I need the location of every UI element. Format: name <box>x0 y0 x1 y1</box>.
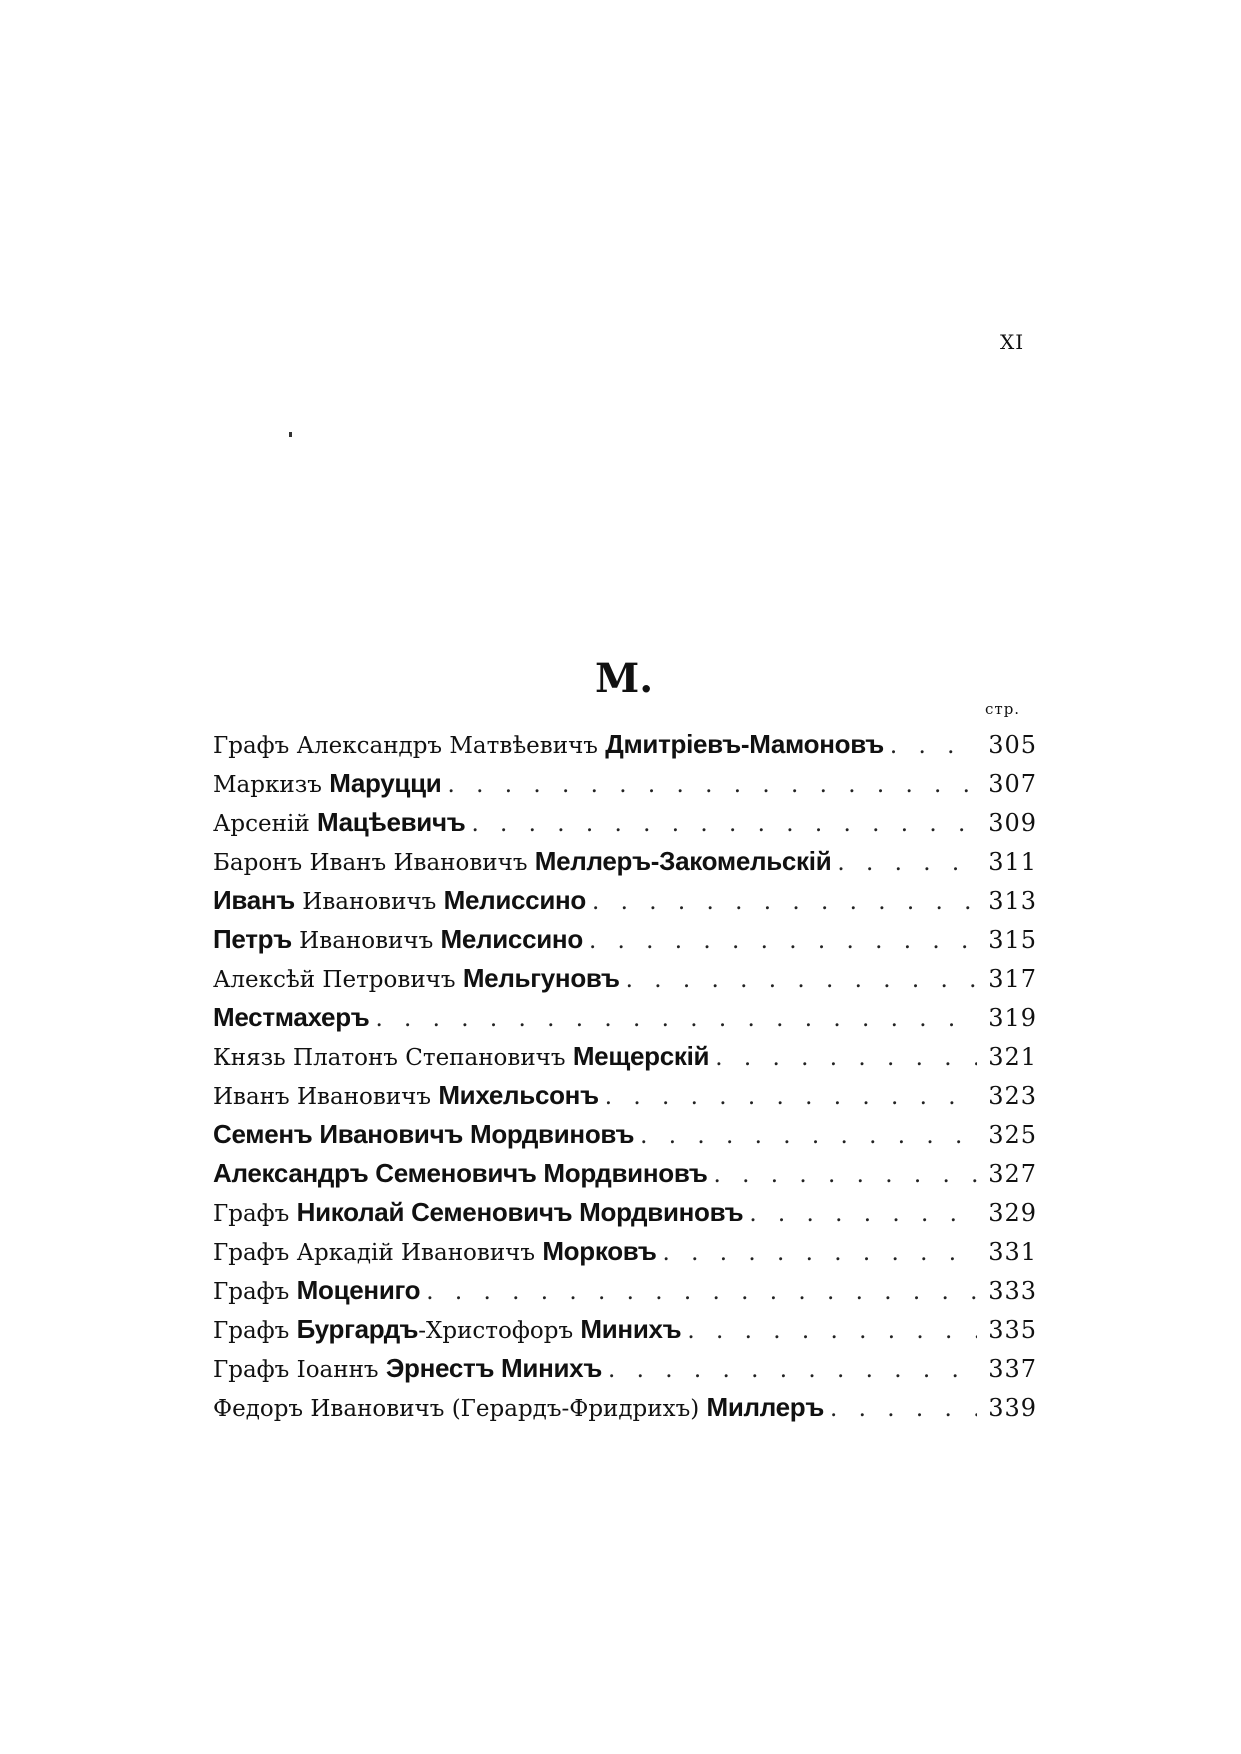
toc-entry-title <box>213 881 586 922</box>
toc-page-number: 325 <box>988 1121 1037 1149</box>
toc-entry-surname: Иванъ <box>213 885 295 915</box>
dot-leader <box>605 1078 977 1117</box>
toc-entry-text: Ивановичъ <box>291 928 441 954</box>
toc-entry-surname: Семенъ Ивановичъ Мордвиновъ <box>213 1119 635 1149</box>
toc-entry-title <box>213 920 583 961</box>
toc-entry-text: -Христофоръ <box>418 1318 581 1344</box>
toc-page-number: 315 <box>988 926 1037 954</box>
toc-page-number: 335 <box>988 1316 1037 1344</box>
toc-entry-surname: Меллеръ-Закомельскій <box>534 846 832 876</box>
toc-entry-text: Ивановичъ <box>294 889 444 915</box>
toc-entry <box>213 725 1037 764</box>
toc-entry <box>213 1076 1037 1115</box>
dot-leader <box>375 1000 977 1039</box>
toc-entry-surname: Петръ <box>213 924 292 954</box>
dot-leader <box>890 727 977 766</box>
dot-leader <box>426 1273 977 1312</box>
page-number: XI <box>1000 330 1025 354</box>
toc-page-number: 337 <box>988 1355 1037 1383</box>
toc-entry-surname: Мелиссино <box>440 924 583 954</box>
toc-page-number: 311 <box>988 848 1037 876</box>
dot-leader <box>687 1312 977 1351</box>
toc-entry-title <box>213 1193 743 1234</box>
toc-page-number: 319 <box>988 1004 1037 1032</box>
toc-entry <box>213 998 1037 1037</box>
toc-entry <box>213 1388 1037 1427</box>
toc-entry-title <box>213 1310 681 1351</box>
toc-page-number: 305 <box>988 731 1037 759</box>
toc-entry-title <box>213 998 369 1039</box>
print-speck <box>289 432 292 437</box>
toc-entry-surname: Мелиссино <box>443 885 587 915</box>
toc-page-number: 317 <box>988 965 1037 993</box>
toc-entry-title <box>213 959 620 1000</box>
toc-entry <box>213 1037 1037 1076</box>
toc-entry-title <box>213 1388 824 1429</box>
dot-leader <box>663 1234 978 1273</box>
toc-entry-surname: Бургардъ <box>296 1314 419 1344</box>
table-of-contents <box>213 725 1037 1427</box>
dot-leader <box>592 883 977 922</box>
toc-entry-surname: Миллеръ <box>706 1392 825 1422</box>
toc-entry-title <box>213 1349 602 1390</box>
toc-entry-surname: Минихъ <box>580 1314 682 1344</box>
toc-entry-title <box>213 1154 708 1195</box>
toc-entry-surname: Дмитріевъ-Мамоновъ <box>605 729 884 759</box>
toc-entry-surname: Местмахеръ <box>213 1002 370 1032</box>
toc-entry-surname: Мещерскій <box>572 1041 710 1071</box>
dot-leader <box>471 805 977 844</box>
toc-entry-title <box>213 1271 420 1312</box>
toc-entry-title <box>213 1037 709 1078</box>
toc-entry <box>213 1349 1037 1388</box>
dot-leader <box>749 1195 977 1234</box>
toc-entry-surname: Михельсонъ <box>438 1080 599 1110</box>
toc-entry <box>213 1115 1037 1154</box>
toc-page-number: 339 <box>988 1394 1037 1422</box>
toc-entry-surname: Александръ Семеновичъ Мордвиновъ <box>213 1158 708 1188</box>
toc-entry-surname: Эрнестъ Минихъ <box>385 1353 602 1383</box>
toc-entry-title <box>213 764 441 805</box>
toc-page-number: 329 <box>988 1199 1037 1227</box>
dot-leader <box>640 1117 977 1156</box>
toc-entry-title <box>213 1232 657 1273</box>
toc-entry-text: Алексѣй Петровичъ <box>213 967 463 993</box>
toc-entry-text: Графъ Іоаннъ <box>213 1357 386 1383</box>
toc-entry-text: Маркизъ <box>213 772 330 798</box>
toc-entry-text: Графъ Александръ Матвѣевичъ <box>213 733 606 759</box>
toc-entry <box>213 881 1037 920</box>
toc-entry-surname: Николай Семеновичъ Мордвиновъ <box>296 1197 744 1227</box>
dot-leader <box>830 1390 977 1429</box>
toc-entry-title <box>213 1115 634 1156</box>
toc-page-number: 331 <box>988 1238 1037 1266</box>
dot-leader <box>715 1039 977 1078</box>
toc-entry-surname: Мельгуновъ <box>462 963 620 993</box>
toc-entry-text: Князь Платонъ Степановичъ <box>213 1045 573 1071</box>
toc-entry-text: Графъ <box>213 1318 297 1344</box>
toc-entry-title <box>213 842 831 883</box>
toc-entry-title <box>213 1076 599 1117</box>
toc-page-number: 307 <box>988 770 1037 798</box>
toc-entry <box>213 1310 1037 1349</box>
toc-entry-text: Графъ <box>213 1279 297 1305</box>
toc-page-number: 313 <box>988 887 1037 915</box>
toc-entry <box>213 1271 1037 1310</box>
dot-leader <box>837 844 977 883</box>
toc-entry-text: Графъ <box>213 1201 297 1227</box>
toc-entry-text: Федоръ Ивановичъ (Герардъ-Фридрихъ) <box>213 1396 707 1422</box>
toc-page-number: 321 <box>988 1043 1037 1071</box>
dot-leader <box>608 1351 977 1390</box>
toc-entry-surname: Моцениго <box>296 1275 421 1305</box>
page-column-label: стр. <box>985 700 1021 718</box>
toc-entry-text: Баронъ Иванъ Ивановичъ <box>213 850 535 876</box>
dot-leader <box>714 1156 977 1195</box>
toc-entry <box>213 1193 1037 1232</box>
toc-entry <box>213 803 1037 842</box>
toc-entry-title <box>213 725 884 766</box>
dot-leader <box>447 766 977 805</box>
toc-entry <box>213 1232 1037 1271</box>
toc-entry <box>213 920 1037 959</box>
toc-entry-title <box>213 803 465 844</box>
toc-page-number: 323 <box>988 1082 1037 1110</box>
toc-page-number: 333 <box>988 1277 1037 1305</box>
dot-leader <box>589 922 977 961</box>
toc-page-number: 309 <box>988 809 1037 837</box>
section-heading: М. <box>595 655 654 702</box>
toc-entry-surname: Маруцци <box>329 768 442 798</box>
toc-entry <box>213 1154 1037 1193</box>
toc-entry-surname: Морковъ <box>542 1236 657 1266</box>
toc-entry-text: Графъ Аркадій Ивановичъ <box>213 1240 543 1266</box>
toc-entry <box>213 959 1037 998</box>
toc-entry-text: Иванъ Ивановичъ <box>213 1084 439 1110</box>
toc-entry <box>213 764 1037 803</box>
dot-leader <box>626 961 977 1000</box>
toc-entry <box>213 842 1037 881</box>
toc-entry-surname: Мацѣевичъ <box>316 807 466 837</box>
toc-entry-text: Арсеній <box>213 811 317 837</box>
toc-page-number: 327 <box>988 1160 1037 1188</box>
